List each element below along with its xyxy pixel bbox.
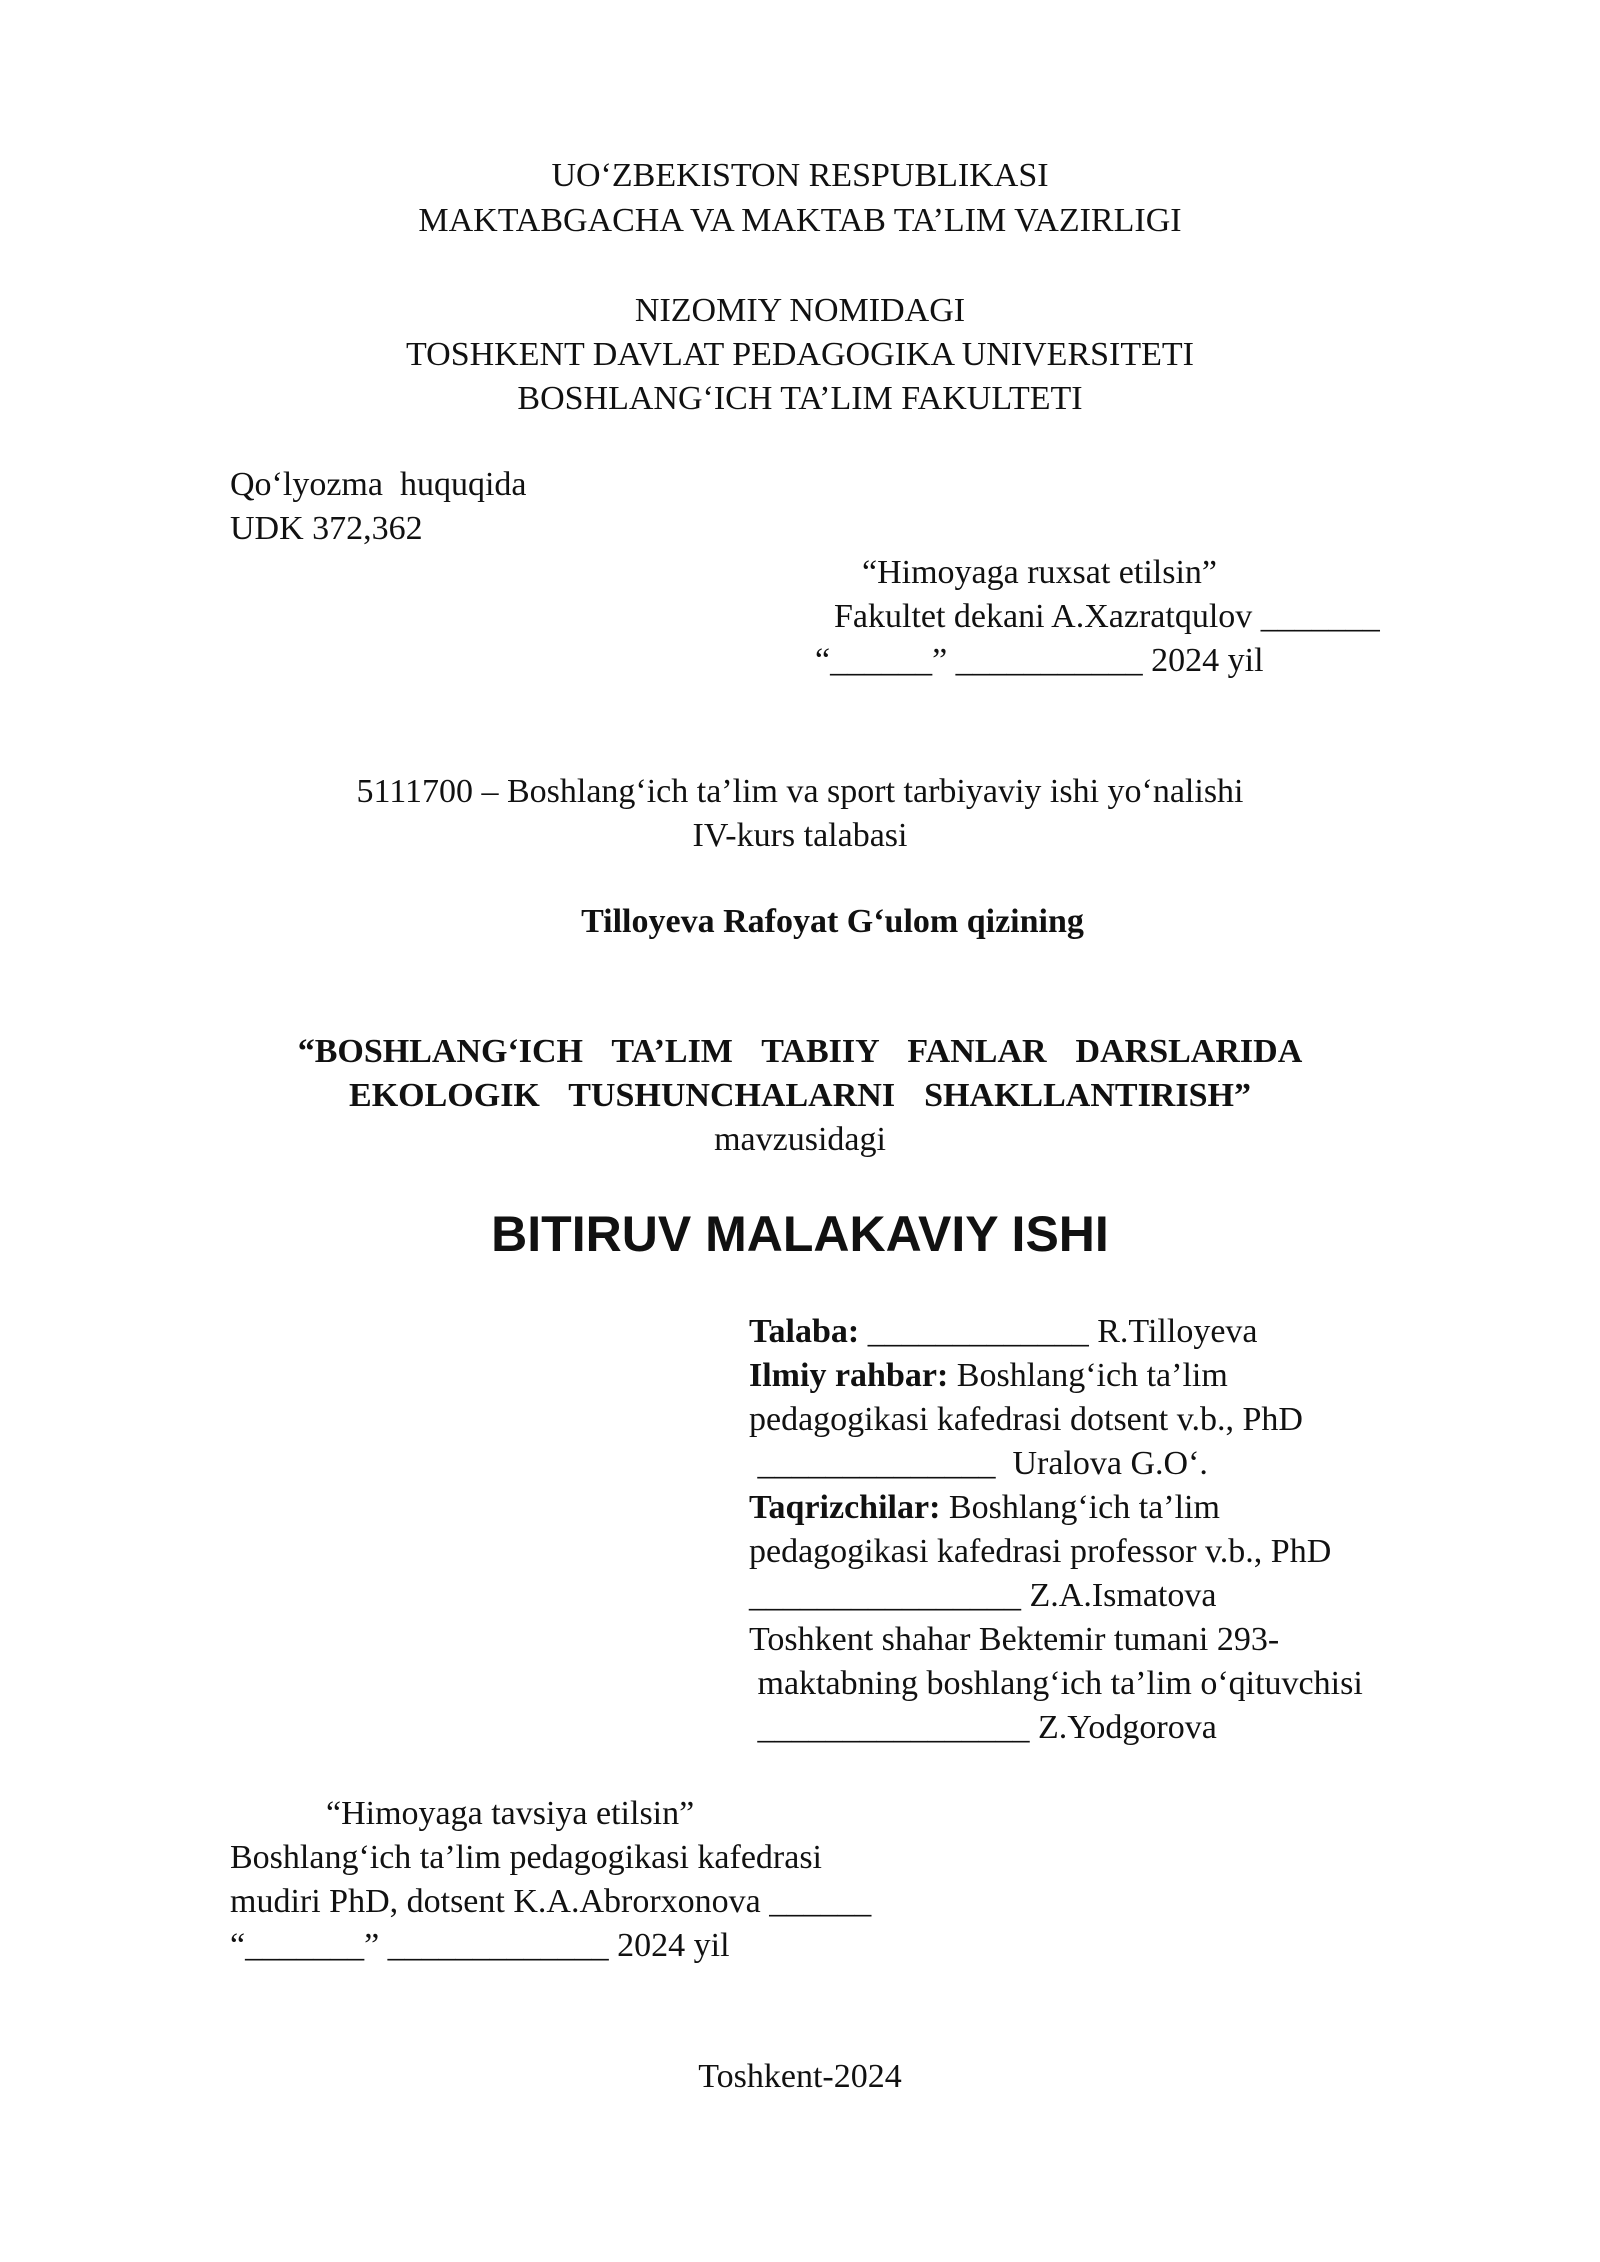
reviewer1-position: pedagogikasi kafedrasi professor v.b., PhD bbox=[749, 1533, 1332, 1570]
reviewer2-workplace: Toshkent shahar Bektemir tumani 293- bbox=[749, 1621, 1280, 1658]
department-date-line: “_______” _____________ 2024 yil bbox=[230, 1927, 730, 1964]
student-label: Talaba: bbox=[749, 1313, 860, 1350]
reviewer2-signature-line: ________________ Z.Yodgorova bbox=[749, 1709, 1217, 1746]
manuscript-rights: Qo‘lyozma huquqida bbox=[230, 466, 527, 503]
city-year: Toshkent-2024 bbox=[698, 2058, 902, 2095]
reviewers-line bbox=[749, 1486, 1220, 1530]
ministry-name: MAKTABGACHA VA MAKTAB TA’LIM VAZIRLIGI bbox=[418, 202, 1182, 239]
course-year: IV-kurs talabasi bbox=[692, 817, 908, 854]
reviewer2-position: maktabning boshlang‘ich ta’lim o‘qituvchisi bbox=[749, 1665, 1363, 1702]
advisor-line bbox=[749, 1354, 1228, 1398]
faculty-name: BOSHLANG‘ICH TA’LIM FAKULTETI bbox=[517, 380, 1083, 417]
udk-code: UDK 372,362 bbox=[230, 510, 423, 547]
reviewer1-dept: Boshlang‘ich ta’lim bbox=[940, 1489, 1220, 1526]
reviewer1-signature-line: ________________ Z.A.Ismatova bbox=[749, 1577, 1217, 1614]
topic-suffix: mavzusidagi bbox=[714, 1121, 886, 1158]
university-name-prefix: NIZOMIY NOMIDAGI bbox=[634, 292, 966, 329]
country-name: UO‘ZBEKISTON RESPUBLIKASI bbox=[551, 157, 1049, 194]
defense-recommendation: “Himoyaga tavsiya etilsin” bbox=[326, 1795, 695, 1832]
advisor-dept: Boshlang‘ich ta’lim bbox=[948, 1357, 1228, 1394]
university-name: TOSHKENT DAVLAT PEDAGOGIKA UNIVERSITETI bbox=[406, 336, 1194, 373]
thesis-topic-line2: EKOLOGIK TUSHUNCHALARNI SHAKLLANTIRISH” bbox=[349, 1077, 1251, 1114]
student-signature-value: _____________ R.Tilloyeva bbox=[859, 1313, 1258, 1350]
student-full-name: Tilloyeva Rafoyat G‘ulom qizining bbox=[581, 903, 1084, 940]
advisor-signature-line: ______________ Uralova G.O‘. bbox=[749, 1445, 1208, 1482]
document-type-title: BITIRUV MALAKAVIY ISHI bbox=[491, 1206, 1109, 1262]
defense-permission: “Himoyaga ruxsat etilsin” bbox=[862, 554, 1218, 591]
department-name: Boshlang‘ich ta’lim pedagogikasi kafedrasi bbox=[230, 1839, 822, 1876]
reviewers-label: Taqrizchilar: bbox=[749, 1489, 941, 1526]
department-head-line: mudiri PhD, dotsent K.A.Abrorxonova ______ bbox=[230, 1883, 872, 1920]
dean-date-line: “______” ___________ 2024 yil bbox=[815, 642, 1264, 679]
student-signature-line bbox=[749, 1310, 1258, 1354]
dean-signature-line: Fakultet dekani A.Xazratqulov _______ bbox=[834, 598, 1380, 635]
advisor-label: Ilmiy rahbar: bbox=[749, 1357, 949, 1394]
thesis-topic-line1: “BOSHLANG‘ICH TA’LIM TABIIY FANLAR DARSLARIDA bbox=[297, 1033, 1303, 1070]
advisor-position: pedagogikasi kafedrasi dotsent v.b., PhD bbox=[749, 1401, 1303, 1438]
study-direction: 5111700 – Boshlang‘ich ta’lim va sport tarbiyaviy ishi yo‘nalishi bbox=[356, 773, 1244, 810]
